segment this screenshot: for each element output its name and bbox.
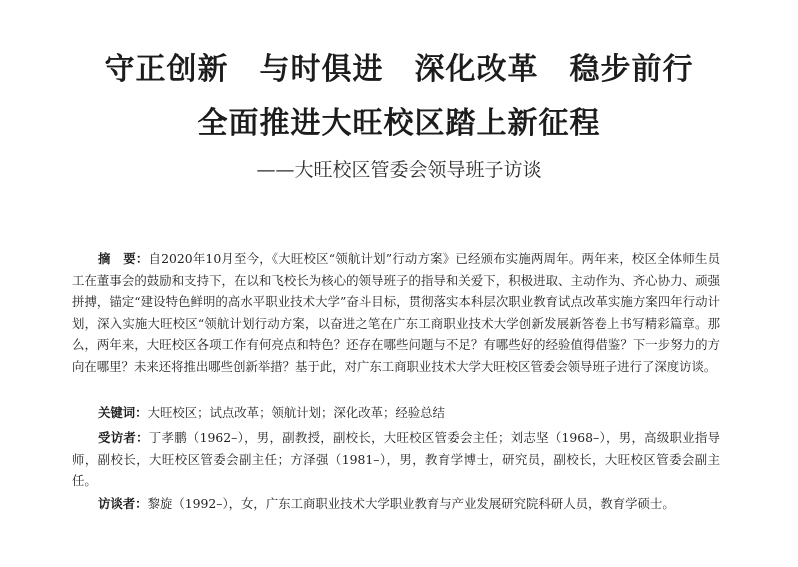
title-line-1: 守正创新 与时俱进 深化改革 稳步前行 <box>104 52 694 87</box>
interviewer-text: 黎旋（1992–），女，广东工商职业技术大学职业教育与产业发展研究院科研人员，教育学硕士。 <box>147 496 675 511</box>
interviewer-paragraph <box>72 493 720 515</box>
interviewer-label: 访谈者： <box>98 496 148 511</box>
keywords-label: 关键词： <box>98 405 148 420</box>
subtitle: ——大旺校区管委会领导班子访谈 <box>256 159 542 181</box>
title-line-2: 全面推进大旺校区踏上新征程 <box>197 106 601 141</box>
interviewees-text: 丁孝鹏（1962–），男，副教授，副校长，大旺校区管委会主任；刘志坚（1968–），男，高级职业指导师，副校长，大旺校区管委会副主任；方泽强（1981–），男，教育学博士，研究员，副校长，大旺校区管委会副主任。 <box>72 430 721 489</box>
interviewees-paragraph <box>72 427 720 492</box>
interviewees-label: 受访者： <box>98 430 149 445</box>
keywords-paragraph <box>72 402 720 424</box>
abstract-paragraph <box>72 248 720 378</box>
abstract-text: 自2020年10月至今，《大旺校区“领航计划”行动方案》已经颁布实施两周年。两年来，校区全体师生员工在董事会的鼓励和支持下，在以和飞校长为核心的领导班子的指导和关爱下，积极进取、主动作为、齐心协力、顽强拼搏，锚定“建设特色鲜明的高水平职业技术大学”奋斗目标，贯彻落实本科层次职业教育试点改革实施方案四年行动计划，深入实施大旺校区“领航计划行动方案，以奋进之笔在广东工商职业技术大学创新发展新答卷上书写精彩篇章。那么，两年来，大旺校区各项工作有何亮点和特色？还存在哪些问题与不足？有哪些好的经验值得借鉴？下一步努力的方向在哪里？未来还将推出哪些创新举措？基于此，对广东工商职业技术大学大旺校区管委会领导班子进行了深度访谈。 <box>72 251 720 374</box>
abstract-label: 摘 要： <box>98 251 149 266</box>
keywords-text: 大旺校区；试点改革；领航计划；深化改革；经验总结 <box>147 405 445 420</box>
